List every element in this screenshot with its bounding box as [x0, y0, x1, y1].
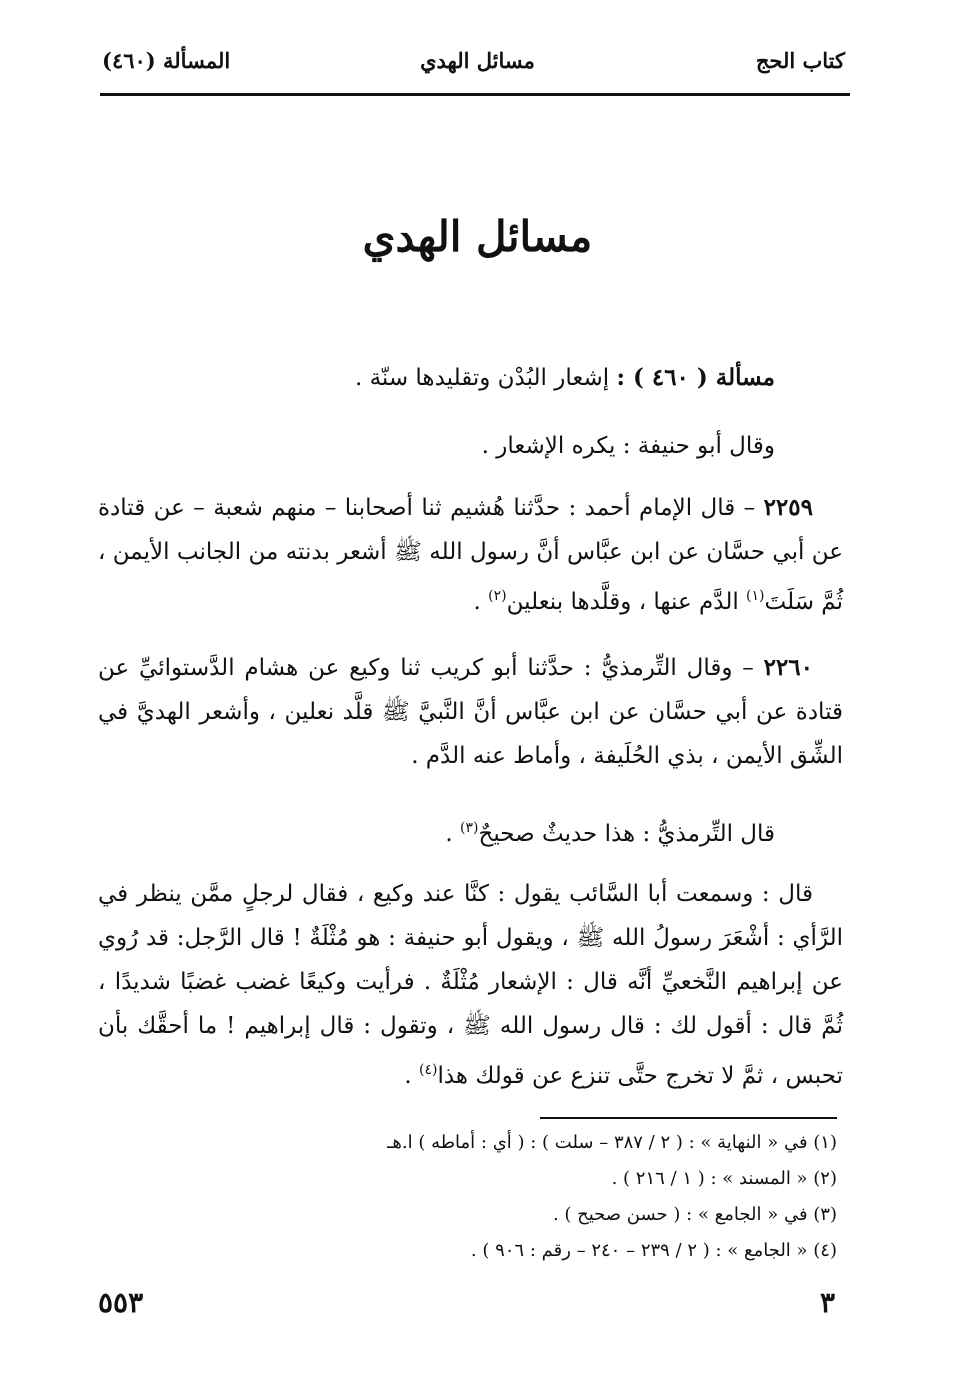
footnote-ref-4[interactable]: (٤) — [419, 1062, 438, 1078]
hadith-number: ٢٢٦٠ — [763, 654, 813, 681]
grading-text: قال التِّرمذيُّ : هذا حديثٌ صحيحٌ — [478, 821, 775, 847]
hadith-text: – وقال التِّرمذيُّ : حدَّثنا أبو كريب ثنا وكيع عن هشام الدَّستوائيِّ عن قتادة عن أبي حسَّان عن ابن عبَّاس أنَّ النَّبيَّ ﷺ قلَّد نعلين ، وأشعر الهديَّ في الشِّق الأيمن ، بذي الحُلَيفة ، وأماط عنه الدَّم . — [98, 655, 843, 769]
footnote-ref-1[interactable]: (١) — [746, 588, 765, 604]
header-rule — [100, 93, 850, 96]
tirmidhi-grading — [98, 806, 775, 856]
footnote-separator — [540, 1117, 837, 1119]
chapter-title: مسائل الهدي — [362, 212, 593, 261]
running-header-book: كتاب الحج — [755, 48, 845, 73]
footnote-ref-2[interactable]: (٢) — [488, 588, 507, 604]
footnotes — [300, 1125, 837, 1269]
page-number-left: ٥٥٣ — [98, 1286, 144, 1319]
running-header-issue-ref: المسألة (٤٦٠) — [102, 48, 231, 73]
issue-label: مسألة ( ٤٦٠ ) : — [616, 364, 775, 391]
hadith-text: – قال الإمام أحمد : حدَّثنا هُشيم ثنا أصحابنا – منهم شعبة – عن قتادة عن أبي حسَّان عن ابن عبَّاس أنَّ رسول الله ﷺ أشعر بدنته من الجانب الأيمن ، ثُمَّ سَلَتَ — [98, 495, 843, 615]
hadith-2260 — [98, 646, 843, 778]
hadith-number: ٢٢٥٩ — [763, 494, 813, 521]
waki-story-paragraph — [98, 872, 843, 1098]
hadith-text: . — [473, 589, 489, 615]
page-number-right: ٣ — [819, 1286, 835, 1319]
footnote-1: (١) في « النهاية » : ( ٢ / ٣٨٧ – سلت ) : ( أي : أماطه ) ا.هـ — [387, 1132, 837, 1153]
footnote-4: (٤) « الجامع » : ( ٢ / ٢٣٩ – ٢٤٠ – رقم : ٩٠٦ ) . — [470, 1240, 837, 1261]
abu-hanifa-opinion: وقال أبو حنيفة : يكره الإشعار . — [481, 433, 775, 459]
issue-statement — [98, 356, 775, 400]
footnote-3: (٣) في « الجامع » : ( حسن صحيح ) . — [552, 1204, 837, 1225]
running-header-section: مسائل الهدي — [420, 48, 535, 73]
footnote-2: (٢) « المسند » : ( ١ / ٢١٦ ) . — [611, 1168, 837, 1189]
hadith-2259 — [98, 486, 843, 624]
hadith-text: الدَّم عنها ، وقلَّدها بنعلين — [506, 589, 747, 615]
issue-text: إشعار البُدْن وتقليدها سنّة . — [354, 365, 617, 391]
footnote-ref-3[interactable]: (٣) — [460, 820, 479, 836]
story-text: قال : وسمعت أبا السَّائب يقول : كنَّا عند وكيع ، فقال لرجلٍ ممَّن ينظر في الرَّأي : أشْعَرَ رسولُ الله ﷺ ، ويقول أبو حنيفة : هو مُثْلَةٌ ! قال الرَّجل: قد رُوي عن إبراهيم النَّخعيِّ أنَّه قال : الإشعار مُثْلَةٌ . فرأيت وكيعًا غضب غضبًا شديدًا ، ثُمَّ قال : أقول لك : قال رسول الله ﷺ ، وتقول : قال إبراهيم ! ما أحقَّك بأن تحبس ، ثمَّ لا تخرج حتَّى تنزع عن قولك هذا — [98, 881, 843, 1089]
grading-end: . — [445, 821, 461, 847]
story-end: . — [404, 1063, 419, 1089]
